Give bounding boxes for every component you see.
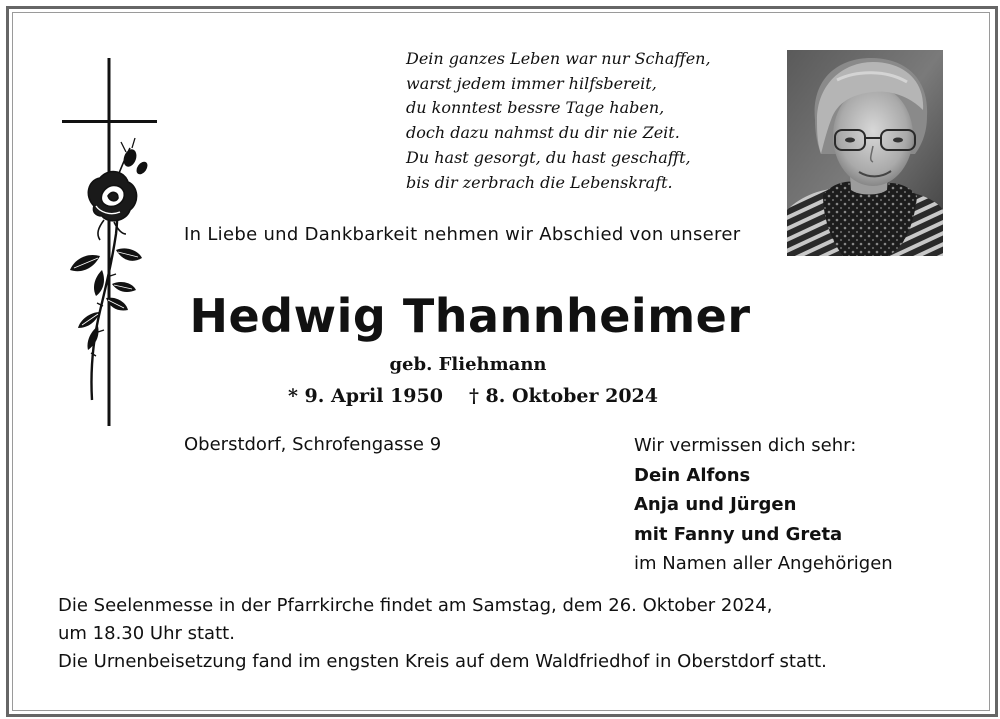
poem-line: Du hast gesorgt, du hast geschafft, — [406, 147, 691, 167]
portrait-photo — [787, 50, 943, 256]
life-dates — [258, 383, 688, 409]
cross-with-rose-icon — [60, 56, 160, 428]
poem-line: du konntest bessre Tage haben, — [406, 98, 665, 118]
service-info — [58, 592, 958, 676]
family-signature — [634, 431, 893, 579]
service-line: um 18.30 Uhr statt. — [58, 623, 235, 644]
family-member: Anja und Jürgen — [634, 494, 797, 515]
intro-text: In Liebe und Dankbarkeit nehmen wir Abschied von unserer — [184, 224, 741, 245]
service-line: Die Seelenmesse in der Pfarrkirche findet am Samstag, dem 26. Oktober 2024, — [58, 595, 773, 616]
address: Oberstdorf, Schrofengasse 9 — [184, 434, 442, 455]
maiden-name: geb. Fliehmann — [389, 354, 547, 375]
poem-line: Dein ganzes Leben war nur Schaffen, — [406, 49, 711, 68]
family-closing: im Namen aller Angehörigen — [634, 553, 893, 574]
family-intro: Wir vermissen dich sehr: — [634, 435, 857, 456]
memorial-poem — [406, 47, 776, 195]
service-line: Die Urnenbeisetzung fand im engsten Kreis auf dem Waldfriedhof in Oberstdorf statt. — [58, 651, 827, 672]
poem-line: bis dir zerbrach die Lebenskraft. — [406, 172, 673, 192]
birth-date: * 9. April 1950 — [287, 385, 443, 407]
death-date: † 8. Oktober 2024 — [468, 385, 658, 407]
family-member: Dein Alfons — [634, 464, 751, 486]
poem-line: warst jedem immer hilfsbereit, — [406, 73, 657, 93]
poem-line: doch dazu nahmst du dir nie Zeit. — [406, 123, 680, 143]
deceased-name: Hedwig Thannheimer — [189, 289, 751, 343]
family-member: mit Fanny und Greta — [634, 523, 843, 545]
